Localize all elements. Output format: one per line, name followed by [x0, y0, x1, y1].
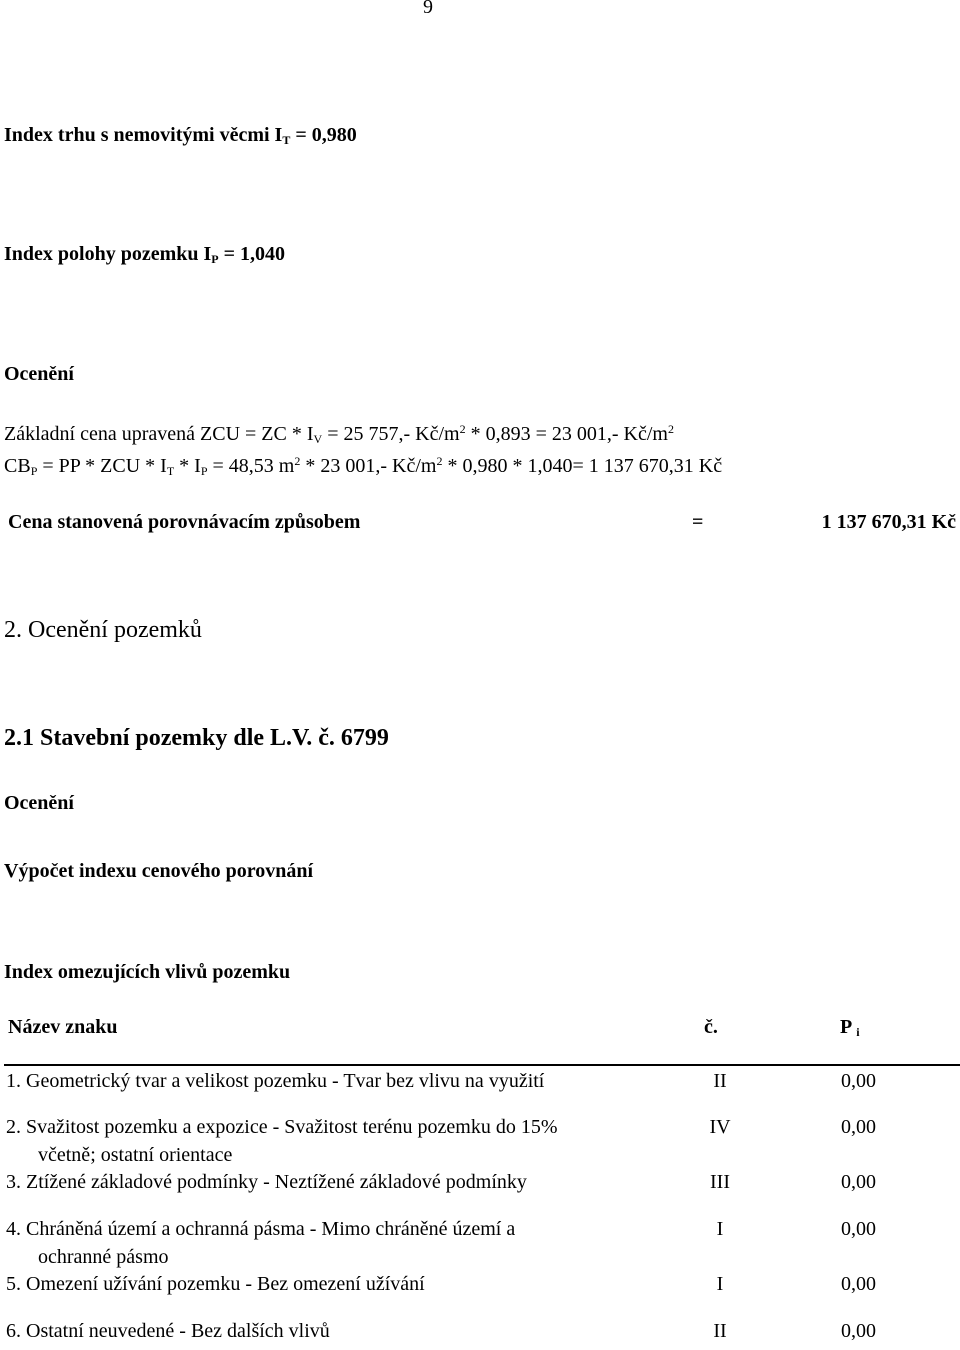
table-row — [6, 1070, 956, 1100]
formula-zcu-part-c: * 0,893 = 23 001,- Kč/m — [465, 423, 668, 445]
subsection-heading-stavebni: 2.1 Stavební pozemky dle L.V. č. 6799 — [4, 725, 389, 751]
oceneni-heading-1: Ocenění — [4, 363, 74, 385]
table-header-nazev: Název znaku — [8, 1016, 118, 1038]
formula-cbp-part-d: = 48,53 m — [207, 455, 295, 477]
table-row-code: III — [710, 1171, 730, 1193]
table-row — [6, 1218, 956, 1248]
table-row-value: 0,00 — [841, 1116, 876, 1138]
oceneni-heading-2: Ocenění — [4, 792, 74, 814]
table-row-code: I — [716, 1273, 724, 1295]
table-row-code: I — [716, 1218, 724, 1240]
table-row — [6, 1320, 956, 1350]
formula-cbp-sup-1: 2 — [294, 454, 301, 468]
table-row-value: 0,00 — [841, 1171, 876, 1193]
index-trhu-line — [4, 124, 357, 147]
formula-zcu-sub-v: V — [313, 432, 323, 446]
table-header-p-sub: i — [856, 1025, 860, 1039]
cena-equals: = — [692, 511, 704, 533]
table-header-c: č. — [704, 1016, 718, 1038]
table-row-name: 2. Svažitost pozemku a expozice - Svažitost terénu pozemku do 15% — [6, 1116, 558, 1138]
table-header-rule — [4, 1064, 960, 1066]
formula-cbp-sub-t: T — [166, 464, 175, 478]
table-row-code: IV — [709, 1116, 731, 1138]
table-row-code: II — [713, 1070, 727, 1092]
table-row-value: 0,00 — [841, 1320, 876, 1342]
formula-cbp-part-c: * I — [174, 455, 201, 477]
index-trhu-prefix: Index trhu s nemovitými věcmi I — [4, 124, 283, 146]
cena-value: 1 137 670,31 Kč — [821, 511, 956, 533]
vypocet-heading: Výpočet indexu cenového porovnání — [4, 860, 314, 882]
table-row — [6, 1273, 956, 1303]
index-polohy-prefix: Index polohy pozemku I — [4, 243, 212, 265]
table-row-name: 1. Geometrický tvar a velikost pozemku - Tvar bez vlivu na využití — [6, 1070, 545, 1092]
table-row-name: 4. Chráněná území a ochranná pásma - Mimo chráněné území a — [6, 1218, 516, 1240]
formula-zcu-part-b: = 25 757,- Kč/m — [322, 423, 460, 445]
table-row-value: 0,00 — [841, 1070, 876, 1092]
formula-cbp-part-a: CB — [4, 455, 31, 477]
index-polohy-sub: P — [211, 252, 219, 266]
cena-label: Cena stanovená porovnávacím způsobem — [8, 511, 361, 533]
page-number: 9 — [423, 0, 433, 18]
index-polohy-suffix: = 1,040 — [218, 243, 286, 265]
section-heading-oceneni-pozemku: 2. Ocenění pozemků — [4, 617, 202, 643]
formula-cbp-sub-p2: P — [200, 464, 208, 478]
table-row-name: 3. Ztížené základové podmínky - Neztížené základové podmínky — [6, 1171, 527, 1193]
index-polohy-line — [4, 243, 285, 266]
formula-zcu-part-a: Základní cena upravená ZCU = ZC * I — [4, 423, 314, 445]
formula-cbp-part-e: * 23 001,- Kč/m — [300, 455, 437, 477]
formula-cbp-part-b: = PP * ZCU * I — [37, 455, 167, 477]
formula-cbp-sup-2: 2 — [436, 454, 443, 468]
table-header-p-letter: P — [840, 1016, 853, 1038]
index-trhu-sub: T — [282, 133, 291, 147]
formula-zcu-sup-1: 2 — [459, 422, 466, 436]
table-row-name-continuation: včetně; ostatní orientace — [38, 1144, 233, 1166]
table-header-p — [840, 1016, 860, 1039]
index-trhu-suffix: = 0,980 — [290, 124, 357, 146]
formula-zcu-sup-2: 2 — [667, 422, 674, 436]
index-omezujicich-heading: Index omezujících vlivů pozemku — [4, 961, 291, 983]
table-row-code: II — [713, 1320, 727, 1342]
formula-cbp-sub-p1: P — [30, 464, 38, 478]
table-row-name: 5. Omezení užívání pozemku - Bez omezení užívání — [6, 1273, 425, 1295]
table-row-name-continuation: ochranné pásmo — [38, 1246, 169, 1268]
table-row-name: 6. Ostatní neuvedené - Bez dalších vlivů — [6, 1320, 330, 1342]
table-row-value: 0,00 — [841, 1218, 876, 1240]
table-row — [6, 1116, 956, 1146]
formula-cbp-part-f: * 0,980 * 1,040= 1 137 670,31 Kč — [442, 455, 723, 477]
formula-cbp — [4, 455, 722, 478]
table-row-value: 0,00 — [841, 1273, 876, 1295]
table-row — [6, 1171, 956, 1201]
formula-zcu — [4, 423, 674, 446]
